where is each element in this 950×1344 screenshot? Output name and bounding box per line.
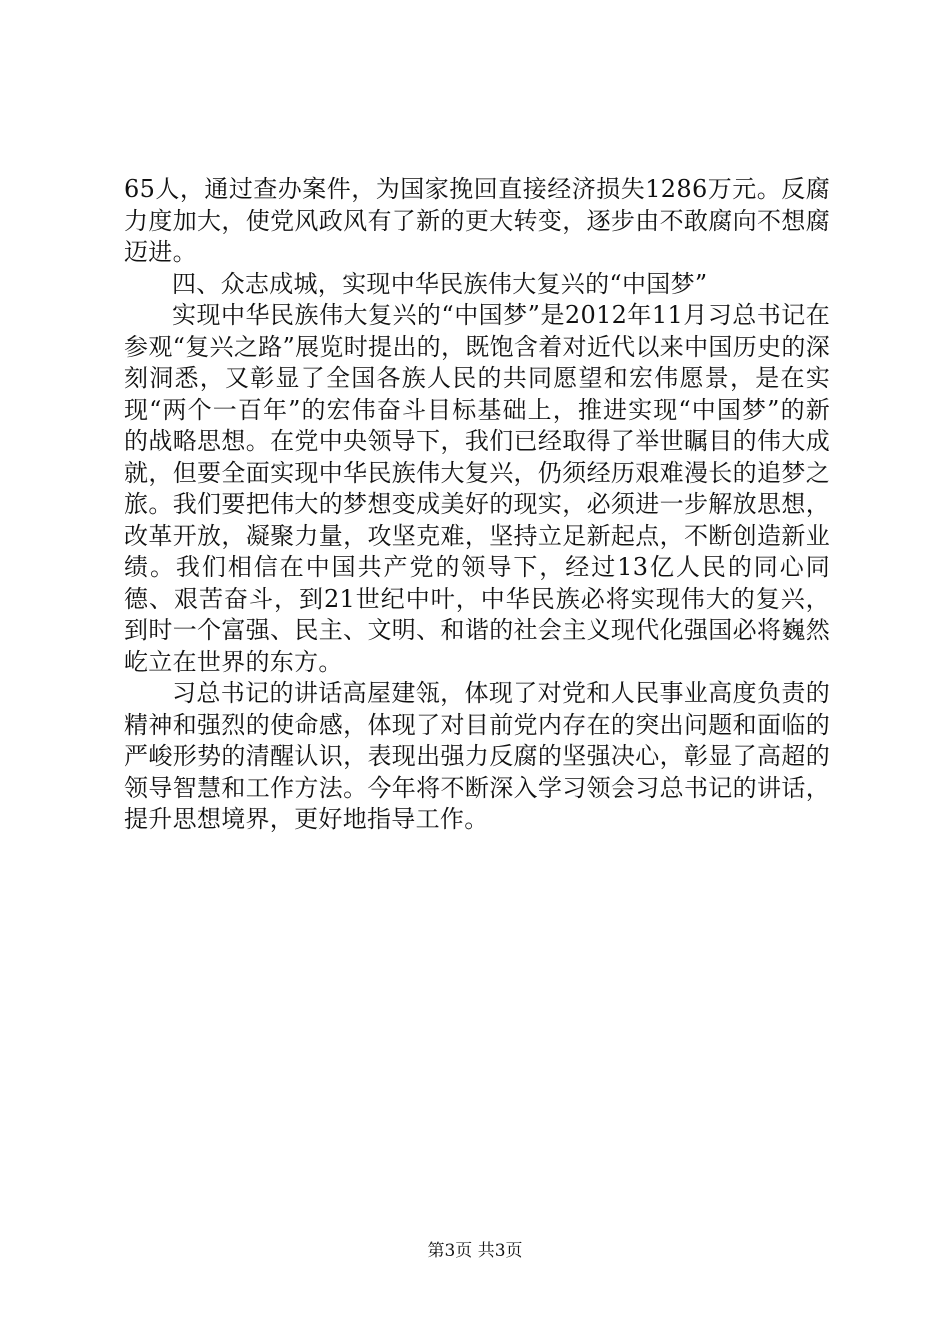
page-number: 第3页 共3页 xyxy=(427,1241,523,1261)
section-heading: 四、众志成城，实现中华民族伟大复兴的“中国梦” xyxy=(172,269,708,298)
paragraph-continuation: 65人，通过查办案件，为国家挽回直接经济损失1286万元。反腐力度加大，使党风政风有了新的更大转变，逐步由不敢腐向不想腐迈进。 xyxy=(124,175,830,266)
paragraph: 习总书记的讲话高屋建瓴，体现了对党和人民事业高度负责的精神和强烈的使命感，体现了对目前党内存在的突出问题和面临的严峻形势的清醒认识，表现出强力反腐的坚强决心，彰显了高超的领导智慧和工作方法。今年将不断深入学习领会习总书记的讲话，提升思想境界，更好地指导工作。 xyxy=(124,679,830,833)
paragraph: 实现中华民族伟大复兴的“中国梦”是2012年11月习总书记在参观“复兴之路”展览时提出的，既饱含着对近代以来中国历史的深刻洞悉，又彰显了全国各族人民的共同愿望和宏伟愿景，是在实现“两个一百年”的宏伟奋斗目标基础上，推进实现“中国梦”的新的战略思想。在党中央领导下，我们已经取得了举世瞩目的伟大成就，但要全面实现中华民族伟大复兴，仍须经历艰难漫长的追梦之旅。我们要把伟大的梦想变成美好的现实，必须进一步解放思想，改革开放，凝聚力量，攻坚克难，坚持立足新起点，不断创造新业绩。我们相信在中国共产党的领导下，经过13亿人民的同心同德、艰苦奋斗，到21世纪中叶，中华民族必将实现伟大的复兴，到时一个富强、民主、文明、和谐的社会主义现代化强国必将巍然屹立在世界的东方。 xyxy=(124,301,830,676)
document-body xyxy=(124,174,830,836)
page-footer xyxy=(0,1241,950,1261)
